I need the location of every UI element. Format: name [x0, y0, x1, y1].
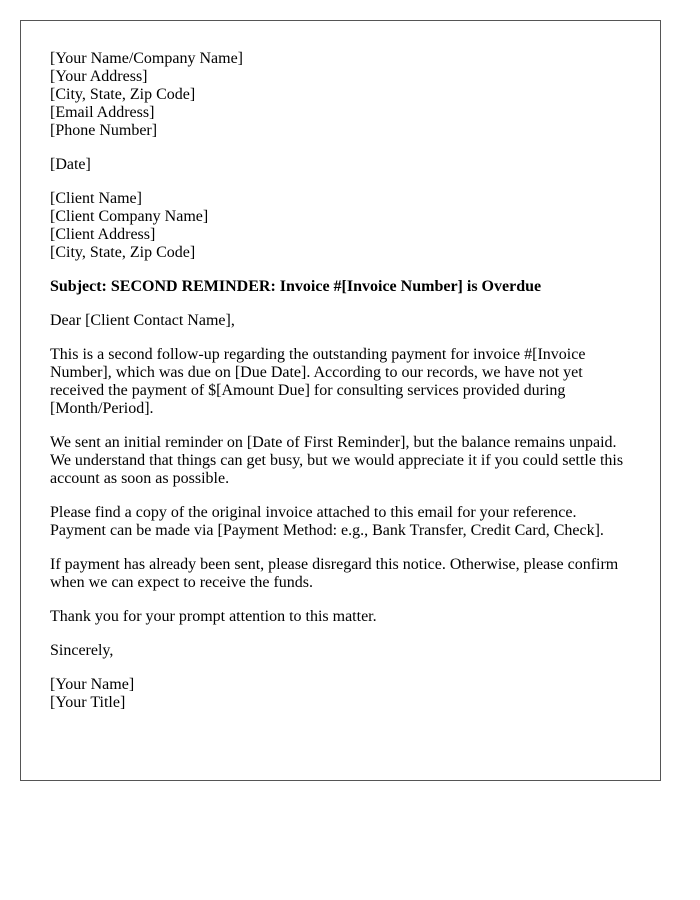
subject-line: Subject: SECOND REMINDER: Invoice #[Invoice Number] is Overdue	[50, 278, 542, 295]
signature-name: [Your Name]	[50, 676, 135, 693]
salutation: Dear [Client Contact Name],	[50, 312, 235, 329]
sender-block	[50, 50, 650, 140]
body-line: Number], which was due on [Due Date]. According to our records, we have not yet	[50, 364, 583, 381]
recipient-line: [Client Company Name]	[50, 208, 209, 225]
signature-block	[50, 676, 650, 712]
sender-line: [City, State, Zip Code]	[50, 86, 196, 103]
sender-line: [Phone Number]	[50, 122, 158, 139]
body-paragraph	[50, 608, 650, 626]
body-line: This is a second follow-up regarding the outstanding payment for invoice #[Invoice	[50, 346, 586, 363]
body-line: when we can expect to receive the funds.	[50, 574, 313, 591]
body-paragraph	[50, 346, 650, 418]
body-line: We sent an initial reminder on [Date of First Reminder], but the balance remains unpaid.	[50, 434, 617, 451]
body-line: Thank you for your prompt attention to this matter.	[50, 608, 377, 625]
letter-body	[50, 346, 650, 626]
body-line: Please find a copy of the original invoice attached to this email for your reference.	[50, 504, 577, 521]
sender-line: [Your Address]	[50, 68, 148, 85]
body-line: If payment has already been sent, please disregard this notice. Otherwise, please confirm	[50, 556, 619, 573]
body-paragraph	[50, 556, 650, 592]
letter-content	[50, 50, 650, 728]
body-paragraph	[50, 434, 650, 488]
body-paragraph	[50, 504, 650, 540]
body-line: [Month/Period].	[50, 400, 154, 417]
date: [Date]	[50, 156, 91, 173]
sender-line: [Your Name/Company Name]	[50, 50, 244, 67]
recipient-line: [Client Name]	[50, 190, 142, 207]
recipient-block	[50, 190, 650, 262]
body-line: received the payment of $[Amount Due] for consulting services provided during	[50, 382, 566, 399]
letter-page	[20, 20, 661, 781]
sender-line: [Email Address]	[50, 104, 155, 121]
recipient-line: [Client Address]	[50, 226, 156, 243]
body-line: We understand that things can get busy, but we would appreciate it if you could settle this	[50, 452, 624, 469]
body-line: Payment can be made via [Payment Method: e.g., Bank Transfer, Credit Card, Check].	[50, 522, 604, 539]
closing: Sincerely,	[50, 642, 114, 659]
body-line: account as soon as possible.	[50, 470, 230, 487]
signature-title: [Your Title]	[50, 694, 126, 711]
recipient-line: [City, State, Zip Code]	[50, 244, 196, 261]
